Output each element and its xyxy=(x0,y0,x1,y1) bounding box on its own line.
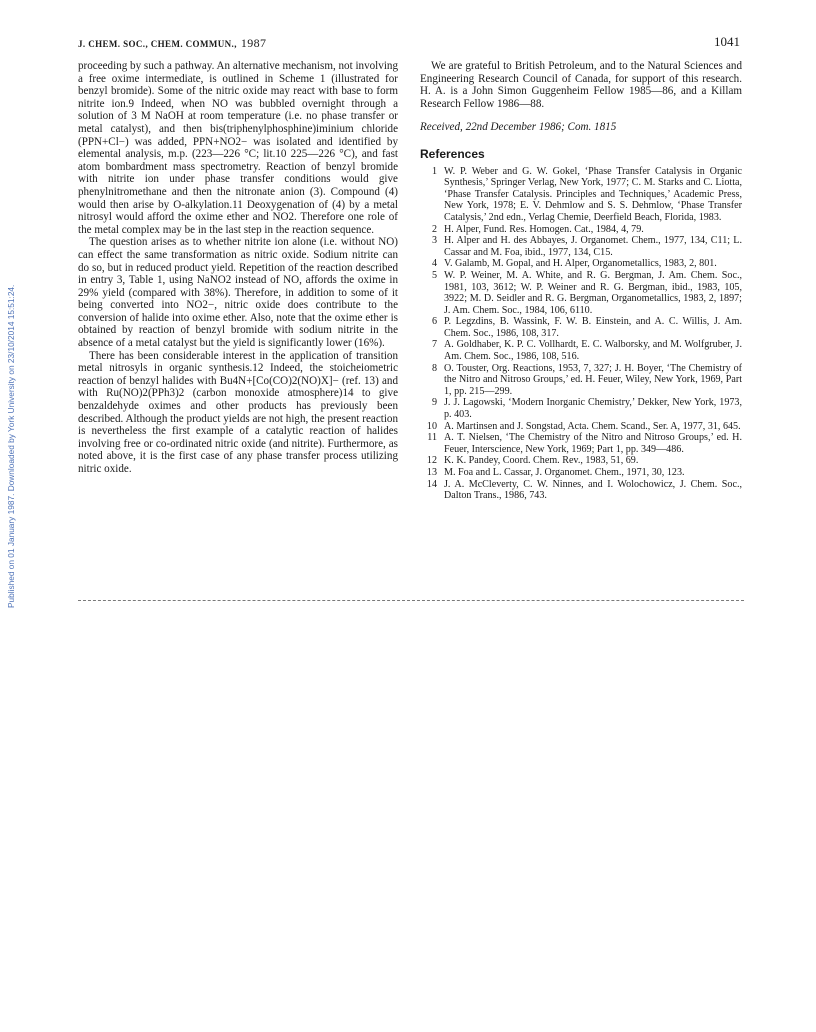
reference-number: 11 xyxy=(427,432,437,444)
journal-year: 1987 xyxy=(240,36,267,50)
journal-title: J. CHEM. SOC., CHEM. COMMUN., xyxy=(78,39,237,49)
reference-number: 13 xyxy=(426,467,437,478)
reference-item xyxy=(420,363,742,398)
reference-item xyxy=(420,258,742,270)
reference-number: 12 xyxy=(426,455,437,467)
reference-number: 3 xyxy=(431,235,437,247)
reference-number: 4 xyxy=(431,258,437,270)
reference-item xyxy=(420,270,742,316)
reference-number: 14 xyxy=(426,478,437,490)
reference-item xyxy=(420,455,742,467)
reference-number: 5 xyxy=(431,269,437,281)
reference-text: J. J. Lagowski, ‘Modern Inorganic Chemistry,’ Dekker, New York, 1973, p. 403. xyxy=(444,397,742,421)
reference-text: A. T. Nielsen, ‘The Chemistry of the Nitro and Nitroso Groups,’ ed. H. Feuer, Interscience, New York, 1969; Part 1, pp. 349—486. xyxy=(444,432,742,455)
body-paragraph-3: There has been considerable interest in the application of transition metal nitrosyls in organic synthesis.12 Indeed, the stoicheiometric reaction of benzyl halides with Bu4N+[Co(CO)2(NO)X]− (ref. 13) and with Ru(NO)2(PPh3)2 (carbon monoxide atmosphere)14 to give benzaldehyde oximes and other products has previously been described. Although the product yields are not high, the present reaction is nevertheless the first example of a catalytic reaction of halides involving free or co-ordinated nitric oxide (and nitrite). Furthermore, as noted above, it is the first case of any phase transfer process utilizing nitric oxide. xyxy=(78,349,398,475)
reference-text: K. K. Pandey, Coord. Chem. Rev., 1983, 51, 69. xyxy=(444,455,639,467)
reference-text: P. Legzdins, B. Wassink, F. W. B. Einstein, and A. C. Willis, J. Am. Chem. Soc., 1986, 108, 317. xyxy=(444,316,742,339)
reference-item xyxy=(420,166,742,224)
reference-text: H. Alper, Fund. Res. Homogen. Cat., 1984, 4, 79. xyxy=(444,223,644,235)
reference-item xyxy=(420,467,742,479)
body-paragraph-1: proceeding by such a pathway. An alternative mechanism, not involving a free oxime intermediate, is outlined in Scheme 1 (illustrated for benzyl bromide). Some of the nitric oxide may react with base to form nitrite ion.9 Indeed, when NO was bubbled overnight through a solution of 3 M NaOH at room temperature (i.e. no phase transfer or metal catalyst), and then bis(triphenylphosphine)iminium chloride (PPN+Cl−) was added, PPN+NO2− was isolated and identified by elemental analysis, m.p. (223—226 °C; lit.10 225—226 °C), and fast atom bombardment mass spectrometry. Reaction of benzyl bromide with nitrite ion under phase transfer conditions would give phenylnitromethane and then the nitronate anion (3). Compound (4) would then arise by O-alkylation.11 Deoxygenation of (4) by a metal nitrosyl would afford the oxime ether and NO2. Therefore one role of the metal complex may be in the last step in the reaction sequence. xyxy=(78,60,398,236)
reference-item xyxy=(420,397,742,420)
reference-number: 7 xyxy=(431,339,437,351)
acknowledgement: We are grateful to British Petroleum, and to the Natural Sciences and Engineering Research Council of Canada, for support of this research. H. A. is a John Simon Guggenheim Fellow 1985—86, and a Killam Research Fellow 1986—88. xyxy=(420,60,742,110)
right-column xyxy=(420,60,742,502)
reference-item xyxy=(420,235,742,258)
reference-number: 9 xyxy=(431,397,437,409)
reference-item xyxy=(420,432,742,455)
body-paragraph-2: The question arises as to whether nitrite ion alone (i.e. without NO) can effect the same transformation as nitric oxide. Sodium nitrite can do so, but in reduced product yield. Repetition of the reaction described in entry 3, Table 1, using NaNO2 instead of NO, affords the oxime in 29% yield (compared with 38%). Therefore, in addition to some of it being converted into NO2−, nitric oxide does contribute to the conversion of halide into oxime ether. Also, note that the oxime ether is obtained by reaction of benzyl bromide with sodium nitrite in the absence of a metal catalyst but the yield is significantly lower (16%). xyxy=(78,236,398,350)
reference-text: H. Alper and H. des Abbayes, J. Organomet. Chem., 1977, 134, C11; L. Cassar and M. Foa, ibid., 1977, 134, C15. xyxy=(444,235,742,258)
reference-item xyxy=(420,224,742,236)
download-watermark-text[interactable]: Published on 01 January 1987. Downloaded by York University on 23/10/2014 15:51:24. xyxy=(6,284,16,608)
running-header xyxy=(78,36,740,50)
reference-list xyxy=(420,166,742,502)
reference-number: 6 xyxy=(431,316,437,328)
page-divider xyxy=(78,600,744,601)
page-number: 1041 xyxy=(714,34,740,49)
reference-text: J. A. McCleverty, C. W. Ninnes, and I. Wolochowicz, J. Chem. Soc., Dalton Trans., 1986, 743. xyxy=(444,478,742,502)
journal-name xyxy=(78,36,266,51)
reference-item xyxy=(420,316,742,339)
reference-number: 10 xyxy=(426,420,437,432)
reference-text: A. Goldhaber, K. P. C. Vollhardt, E. C. Walborsky, and M. Wolfgruber, J. Am. Chem. Soc., 1986, 108, 516. xyxy=(444,339,742,363)
reference-number: 8 xyxy=(431,362,437,374)
reference-item xyxy=(420,421,742,433)
download-watermark xyxy=(6,284,18,620)
received-date: Received, 22nd December 1986; Com. 1815 xyxy=(420,121,617,134)
reference-text: O. Touster, Org. Reactions, 1953, 7, 327; J. H. Boyer, ‘The Chemistry of the Nitro and Nitroso Groups,’ ed. H. Feuer, Wiley, New York, 1969, Part 1, pp. 215—299. xyxy=(444,362,742,397)
reference-text: V. Galamb, M. Gopal, and H. Alper, Organometallics, 1983, 2, 801. xyxy=(444,258,717,270)
left-column xyxy=(78,60,398,476)
reference-item xyxy=(420,339,742,362)
references-heading: References xyxy=(420,146,485,161)
reference-number: 2 xyxy=(431,223,437,235)
reference-text: A. Martinsen and J. Songstad, Acta. Chem. Scand., Ser. A, 1977, 31, 645. xyxy=(444,420,741,432)
reference-text: W. P. Weiner, M. A. White, and R. G. Bergman, J. Am. Chem. Soc., 1981, 103, 3612; W. P. Weiner and R. G. Bergman, ibid., 1983, 105, 3922; M. D. Seidler and R. G. Bergman, Organometallics, 1983, 2, 1897; J. Am. Chem. Soc., 1984, 106, 6110. xyxy=(444,269,742,316)
reference-item xyxy=(420,479,742,502)
reference-number: 1 xyxy=(431,165,437,177)
reference-text: W. P. Weber and G. W. Gokel, ‘Phase Transfer Catalysis in Organic Synthesis,’ Springer Verlag, New York, 1977; C. M. Starks and C. Liotta, ‘Phase Transfer Catalysis. Principles and Techniques,’ Academic Press, New York, 1978; E. V. Dehmlow and S. S. Dehmlow, ‘Phase Transfer Catalysis,’ 2nd edn., Verlag Chemie, Deerfield Beach, Florida, 1983. xyxy=(444,165,742,223)
reference-text: M. Foa and L. Cassar, J. Organomet. Chem., 1971, 30, 123. xyxy=(444,467,685,478)
